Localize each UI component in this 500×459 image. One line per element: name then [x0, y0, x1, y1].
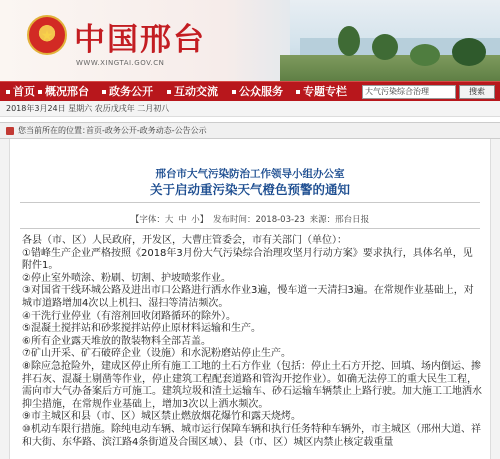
nav-label: 政务公开	[109, 85, 153, 98]
breadcrumb-label: 您当前所在的位置：	[18, 126, 90, 135]
nav-label: 首页	[13, 85, 35, 98]
nav-gov-affairs[interactable]	[102, 82, 153, 102]
site-brand[interactable]: 中国邢台	[74, 22, 206, 58]
breadcrumb-path[interactable]: 首页-政务公开-政务动态-公告公示	[86, 126, 207, 135]
banner-tree	[372, 34, 398, 60]
nav-special-topics[interactable]	[296, 82, 347, 102]
divider	[20, 228, 480, 229]
paragraph: ⑤混凝土搅拌站和砂浆搅拌站停止原材料运输和生产。	[22, 323, 261, 335]
date-bar: 2018年3月24日 星期六 农历戊戌年 二月初八	[0, 101, 500, 117]
banner-tree	[452, 38, 486, 66]
divider	[20, 202, 480, 203]
paragraph: ④干洗行业停业（有溶剂回收闭路循环的除外）。	[22, 310, 236, 322]
nav-label: 概况邢台	[45, 85, 89, 98]
nav-bullet-icon	[38, 90, 42, 94]
nav-bullet-icon	[232, 90, 236, 94]
nav-overview[interactable]	[38, 82, 89, 102]
article-body	[22, 235, 482, 449]
nav-bullet-icon	[296, 90, 300, 94]
paragraph: ⑨市主城区和县（市、区）城区禁止燃放烟花爆竹和露天烧烤。	[22, 411, 301, 423]
article-title: 关于启动重污染天气橙色预警的通知	[149, 182, 350, 197]
header-banner	[0, 0, 500, 81]
paragraph: ③对国省干线环城公路及进出市口公路进行洒水作业3遍，慢车道一天清扫3遍。在常规作业基础上，对城市道路增加4次以上机扫、湿扫等清洁频次。	[22, 285, 474, 309]
site-url: WWW.XINGTAI.GOV.CN	[76, 59, 165, 67]
search-button[interactable]: 搜索	[459, 85, 495, 99]
publish-date: 发布时间：2018-03-23	[212, 215, 305, 225]
font-size-switch[interactable]: 【字体：大 中 小】	[130, 215, 209, 225]
breadcrumb	[0, 122, 500, 139]
paragraph: 各县（市、区）人民政府，开发区，大曹庄管委会，市有关部门（单位）：	[22, 235, 347, 246]
banner-tree	[410, 44, 440, 66]
nav-label: 公众服务	[239, 85, 283, 98]
nav-public-service[interactable]	[232, 82, 283, 102]
banner-tree	[338, 26, 360, 56]
nav-bullet-icon	[6, 90, 10, 94]
location-icon	[6, 127, 14, 135]
nav-bullet-icon	[102, 90, 106, 94]
search-input[interactable]: 大气污染综合治理	[362, 85, 456, 99]
nav-interaction[interactable]	[167, 82, 218, 102]
nav-label: 专题专栏	[303, 85, 347, 98]
national-emblem-icon: ★	[27, 15, 67, 55]
paragraph: ⑩机动车限行措施。除纯电动车辆、城市运行保障车辆和执行任务特种车辆外，市主城区（邢州大道、祥和大街、东华路、滨江路4条街道及合围区域）、县（市、区）城区内禁止核定载重量	[22, 423, 481, 448]
nav-label: 互动交流	[174, 85, 218, 98]
article-meta	[0, 213, 500, 225]
article-source: 来源：邢台日报	[309, 215, 370, 225]
nav-bullet-icon	[167, 90, 171, 94]
paragraph: ⑦矿山开采、矿石破碎企业（设施）和水泥粉磨站停止生产。	[22, 348, 291, 360]
article-issuer: 邢台市大气污染防治工作领导小组办公室	[155, 168, 345, 180]
nav-home[interactable]	[6, 82, 35, 102]
paragraph: ②停止室外喷涂、粉刷、切割、护坡喷浆作业。	[22, 272, 231, 284]
paragraph: ⑧除应急抢险外，建成区停止所有施工工地的土石方作业（包括：停止土石方开挖、回填、场内倒运、掺拌石灰、混凝土剔凿等作业，停止建筑工程配套道路和管沟开挖作业）。如确无法停工的重大民生工程，需向市大气办备案后方可施工。建筑垃圾和渣土运输车、砂石运输车辆禁止上路行驶。加大施工工地洒水抑尘措施，在常规作业基础上，增加3次以上洒水频次。	[22, 360, 482, 410]
paragraph: ①错峰生产企业严格按照《2018年3月份大气污染综合治理攻坚月行动方案》要求执行，具体名单，见附件1。	[22, 247, 473, 272]
paragraph: ⑥所有企业露天堆放的散装物料全部苫盖。	[22, 335, 211, 347]
main-nav	[0, 81, 500, 101]
